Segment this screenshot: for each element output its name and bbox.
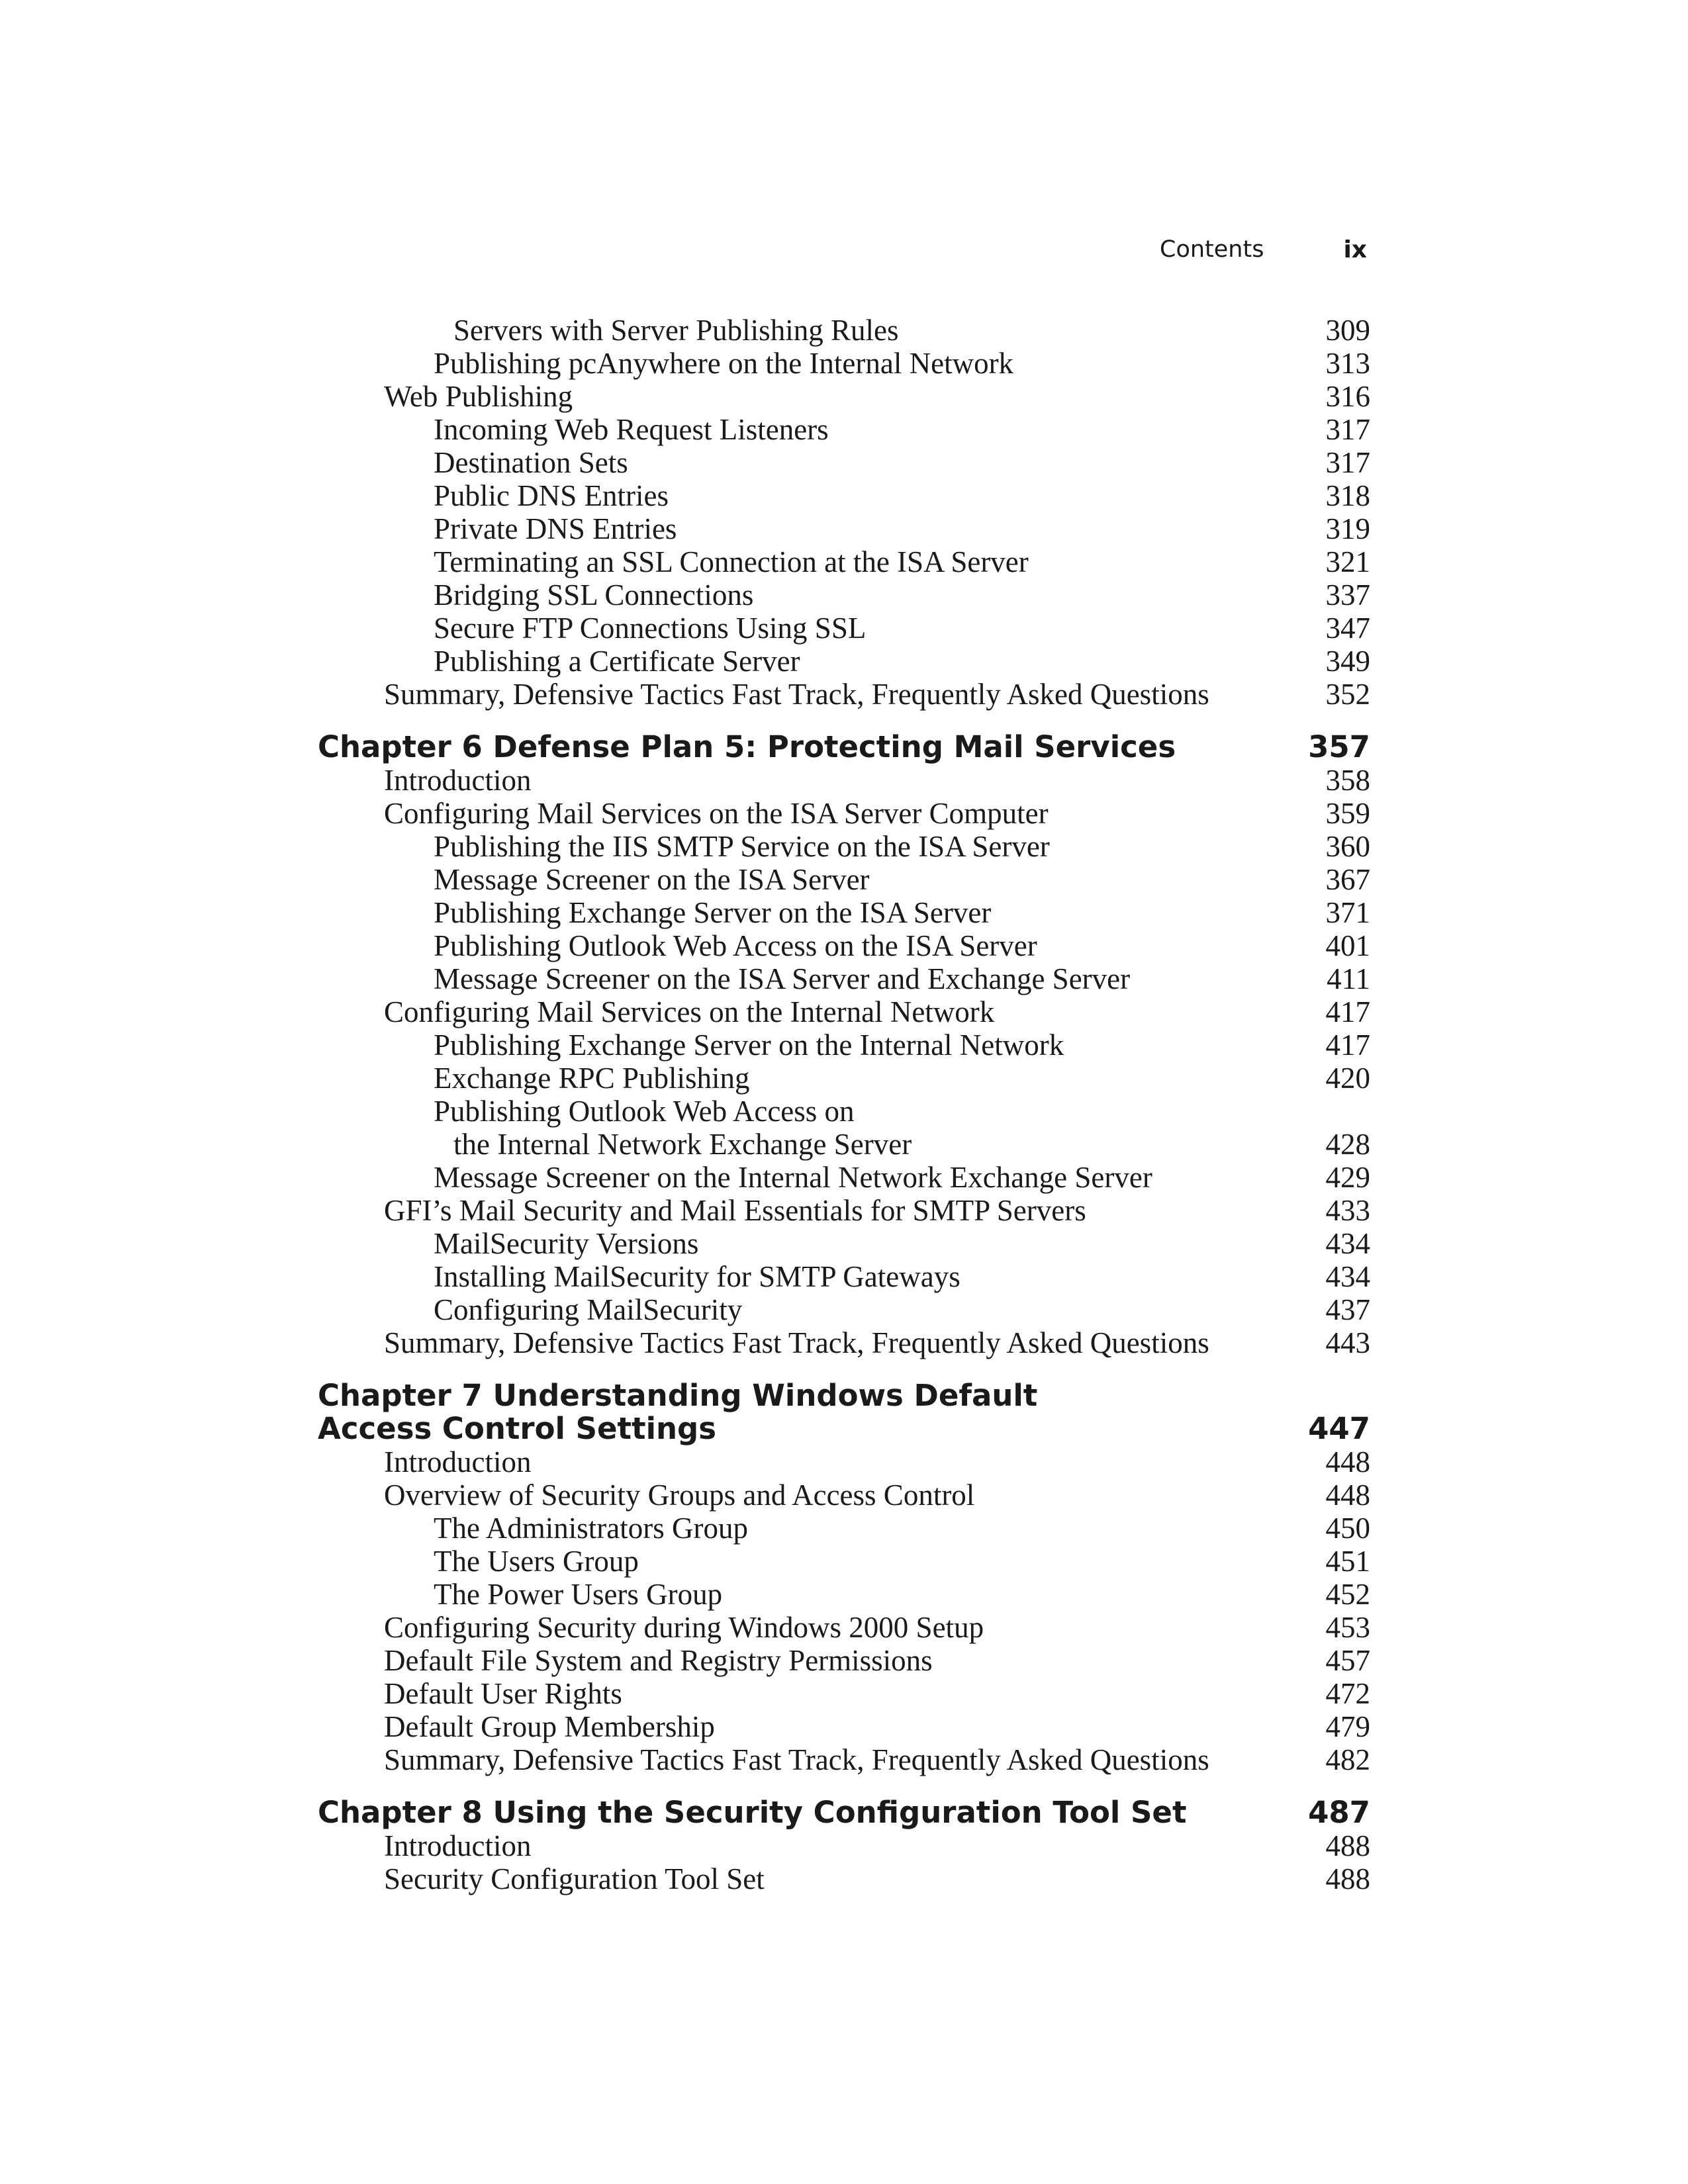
toc-entry[interactable]	[318, 1293, 1370, 1326]
toc-entry[interactable]	[318, 929, 1370, 962]
toc-entry-title: Message Screener on the ISA Server and Exchange Server	[434, 962, 1131, 995]
toc-entry-title: Default Group Membership	[384, 1710, 715, 1743]
toc-entry-title: Secure FTP Connections Using SSL	[434, 612, 867, 645]
toc-entry-page: 317	[1325, 413, 1370, 446]
toc-entry-title: Exchange RPC Publishing	[434, 1062, 750, 1095]
toc-entry[interactable]	[318, 830, 1370, 863]
toc-chapter-heading-continuation[interactable]	[318, 1412, 1370, 1445]
toc-entry[interactable]	[318, 1095, 1370, 1128]
toc-entry-page: 319	[1325, 512, 1370, 545]
toc-entry-page: 429	[1325, 1161, 1370, 1194]
toc-entry-title: Publishing Outlook Web Access on	[434, 1095, 855, 1128]
toc-entry[interactable]	[318, 1743, 1370, 1776]
toc-entry-page: 349	[1325, 645, 1370, 678]
toc-entry[interactable]	[318, 1028, 1370, 1062]
toc-entry[interactable]	[318, 863, 1370, 896]
toc-entry[interactable]	[318, 512, 1370, 545]
toc-entry[interactable]	[318, 678, 1370, 711]
toc-entry-page: 417	[1325, 995, 1370, 1028]
toc-entry-title: Summary, Defensive Tactics Fast Track, Frequently Asked Questions	[384, 678, 1209, 711]
toc-entry[interactable]	[318, 1644, 1370, 1677]
toc-entry-title: Publishing pcAnywhere on the Internal Network	[434, 347, 1014, 380]
toc-entry[interactable]	[318, 1326, 1370, 1359]
chapter-title: Chapter 8 Using the Security Configuration Tool Set	[318, 1795, 1187, 1830]
toc-entry[interactable]	[318, 347, 1370, 380]
toc-entry-page: 347	[1325, 612, 1370, 645]
toc-entry-page: 452	[1325, 1578, 1370, 1611]
chapter-page: 447	[1308, 1411, 1370, 1446]
toc-entry[interactable]	[318, 1062, 1370, 1095]
toc-entry-page: 448	[1325, 1479, 1370, 1512]
toc-entry-title: Summary, Defensive Tactics Fast Track, Frequently Asked Questions	[384, 1743, 1209, 1776]
toc-entry[interactable]	[318, 896, 1370, 929]
toc-entry-title: The Users Group	[434, 1545, 639, 1578]
toc-entry[interactable]	[318, 995, 1370, 1028]
toc-entry-title: Configuring MailSecurity	[434, 1293, 743, 1326]
toc-entry-title: Configuring Mail Services on the Internal Network	[384, 995, 995, 1028]
toc-entry-page: 367	[1325, 863, 1370, 896]
toc-entry[interactable]	[318, 1260, 1370, 1293]
toc-entry[interactable]	[318, 612, 1370, 645]
table-of-contents	[318, 314, 1370, 1895]
toc-entry-title: Private DNS Entries	[434, 512, 677, 545]
toc-entry-title: The Administrators Group	[434, 1512, 748, 1545]
toc-entry-page: 360	[1325, 830, 1370, 863]
toc-entry-title: Configuring Security during Windows 2000 Setup	[384, 1611, 984, 1644]
toc-entry[interactable]	[318, 1445, 1370, 1479]
toc-entry-page: 434	[1325, 1260, 1370, 1293]
toc-entry-title: the Internal Network Exchange Server	[453, 1128, 912, 1161]
toc-entry-page: 417	[1325, 1028, 1370, 1062]
toc-entry-title: Overview of Security Groups and Access Control	[384, 1479, 975, 1512]
toc-entry-page: 434	[1325, 1227, 1370, 1260]
toc-entry[interactable]	[318, 380, 1370, 413]
toc-chapter-heading[interactable]	[318, 1379, 1370, 1412]
toc-entry-page: 359	[1325, 797, 1370, 830]
toc-entry-page: 451	[1325, 1545, 1370, 1578]
toc-entry[interactable]	[318, 1479, 1370, 1512]
toc-entry[interactable]	[318, 479, 1370, 512]
toc-entry[interactable]	[318, 645, 1370, 678]
toc-entry-title: Configuring Mail Services on the ISA Server Computer	[384, 797, 1049, 830]
toc-entry-continuation[interactable]	[318, 1128, 1370, 1161]
toc-entry-page: 450	[1325, 1512, 1370, 1545]
toc-entry[interactable]	[318, 1611, 1370, 1644]
toc-entry-title: Publishing the IIS SMTP Service on the ISA Server	[434, 830, 1050, 863]
toc-entry-title: Public DNS Entries	[434, 479, 669, 512]
toc-entry-title: Introduction	[384, 1829, 532, 1862]
toc-entry-page: 316	[1325, 380, 1370, 413]
chapter-title: Chapter 6 Defense Plan 5: Protecting Mail Services	[318, 729, 1176, 764]
toc-entry-page: 448	[1325, 1445, 1370, 1479]
toc-entry-page: 337	[1325, 578, 1370, 612]
running-header-title: Contents	[1160, 236, 1264, 263]
toc-entry[interactable]	[318, 446, 1370, 479]
toc-entry-page: 313	[1325, 347, 1370, 380]
toc-entry-title: Publishing a Certificate Server	[434, 645, 800, 678]
toc-entry[interactable]	[318, 764, 1370, 797]
toc-entry-title: Message Screener on the ISA Server	[434, 863, 870, 896]
chapter-page: 487	[1308, 1795, 1370, 1830]
toc-entry-page: 401	[1325, 929, 1370, 962]
toc-entry-page: 309	[1325, 314, 1370, 347]
toc-entry[interactable]	[318, 1829, 1370, 1862]
toc-entry-page: 488	[1325, 1862, 1370, 1895]
toc-entry-title: Web Publishing	[384, 380, 573, 413]
toc-entry-title: Servers with Server Publishing Rules	[453, 314, 899, 347]
toc-chapter-heading[interactable]	[318, 1796, 1370, 1829]
toc-entry-title: Destination Sets	[434, 446, 628, 479]
toc-entry-title: MailSecurity Versions	[434, 1227, 699, 1260]
toc-entry[interactable]	[318, 314, 1370, 347]
toc-entry-title: Installing MailSecurity for SMTP Gateways	[434, 1260, 961, 1293]
toc-entry[interactable]	[318, 1512, 1370, 1545]
toc-entry[interactable]	[318, 1194, 1370, 1227]
toc-entry-page: 433	[1325, 1194, 1370, 1227]
toc-entry-page: 457	[1325, 1644, 1370, 1677]
toc-entry-page: 437	[1325, 1293, 1370, 1326]
chapter-title: Chapter 7 Understanding Windows Default	[318, 1378, 1038, 1413]
toc-entry[interactable]	[318, 578, 1370, 612]
toc-entry-title: Introduction	[384, 1445, 532, 1479]
toc-entry[interactable]	[318, 962, 1370, 995]
toc-entry-page: 318	[1325, 479, 1370, 512]
toc-entry-title: Incoming Web Request Listeners	[434, 413, 829, 446]
toc-entry[interactable]	[318, 545, 1370, 578]
toc-entry-title: GFI’s Mail Security and Mail Essentials for SMTP Servers	[384, 1194, 1086, 1227]
toc-entry[interactable]	[318, 1161, 1370, 1194]
toc-entry-title: Publishing Outlook Web Access on the ISA Server	[434, 929, 1037, 962]
toc-entry-page: 321	[1325, 545, 1370, 578]
toc-entry-title: Bridging SSL Connections	[434, 578, 754, 612]
chapter-page: 357	[1308, 729, 1370, 764]
toc-entry-page: 358	[1325, 764, 1370, 797]
toc-entry-page: 482	[1325, 1743, 1370, 1776]
toc-entry[interactable]	[318, 1677, 1370, 1710]
toc-entry-title: Message Screener on the Internal Network Exchange Server	[434, 1161, 1152, 1194]
toc-entry-title: Summary, Defensive Tactics Fast Track, Frequently Asked Questions	[384, 1326, 1209, 1359]
toc-entry-page: 443	[1325, 1326, 1370, 1359]
toc-entry-page: 488	[1325, 1829, 1370, 1862]
toc-entry-title: Default User Rights	[384, 1677, 622, 1710]
toc-entry[interactable]	[318, 1578, 1370, 1611]
toc-entry[interactable]	[318, 1862, 1370, 1895]
page-number: ix	[1343, 236, 1367, 263]
toc-entry-page: 317	[1325, 446, 1370, 479]
toc-entry-page: 411	[1327, 962, 1370, 995]
toc-entry-title: Terminating an SSL Connection at the ISA Server	[434, 545, 1029, 578]
toc-entry-page: 428	[1325, 1128, 1370, 1161]
toc-entry[interactable]	[318, 1545, 1370, 1578]
toc-entry-page: 472	[1325, 1677, 1370, 1710]
toc-entry[interactable]	[318, 1710, 1370, 1743]
toc-entry-page: 420	[1325, 1062, 1370, 1095]
toc-entry-title: Security Configuration Tool Set	[384, 1862, 765, 1895]
toc-entry[interactable]	[318, 1227, 1370, 1260]
running-header	[1160, 233, 1367, 266]
toc-chapter-heading[interactable]	[318, 731, 1370, 764]
toc-entry-page: 371	[1325, 896, 1370, 929]
toc-entry-title: Default File System and Registry Permissions	[384, 1644, 933, 1677]
toc-entry-page: 352	[1325, 678, 1370, 711]
toc-entry-page: 453	[1325, 1611, 1370, 1644]
toc-entry-title: Publishing Exchange Server on the ISA Server	[434, 896, 992, 929]
toc-entry[interactable]	[318, 797, 1370, 830]
toc-entry-title: The Power Users Group	[434, 1578, 723, 1611]
toc-entry[interactable]	[318, 413, 1370, 446]
toc-entry-page: 479	[1325, 1710, 1370, 1743]
toc-entry-title: Introduction	[384, 764, 532, 797]
chapter-title: Access Control Settings	[318, 1411, 717, 1446]
toc-entry-title: Publishing Exchange Server on the Internal Network	[434, 1028, 1064, 1062]
